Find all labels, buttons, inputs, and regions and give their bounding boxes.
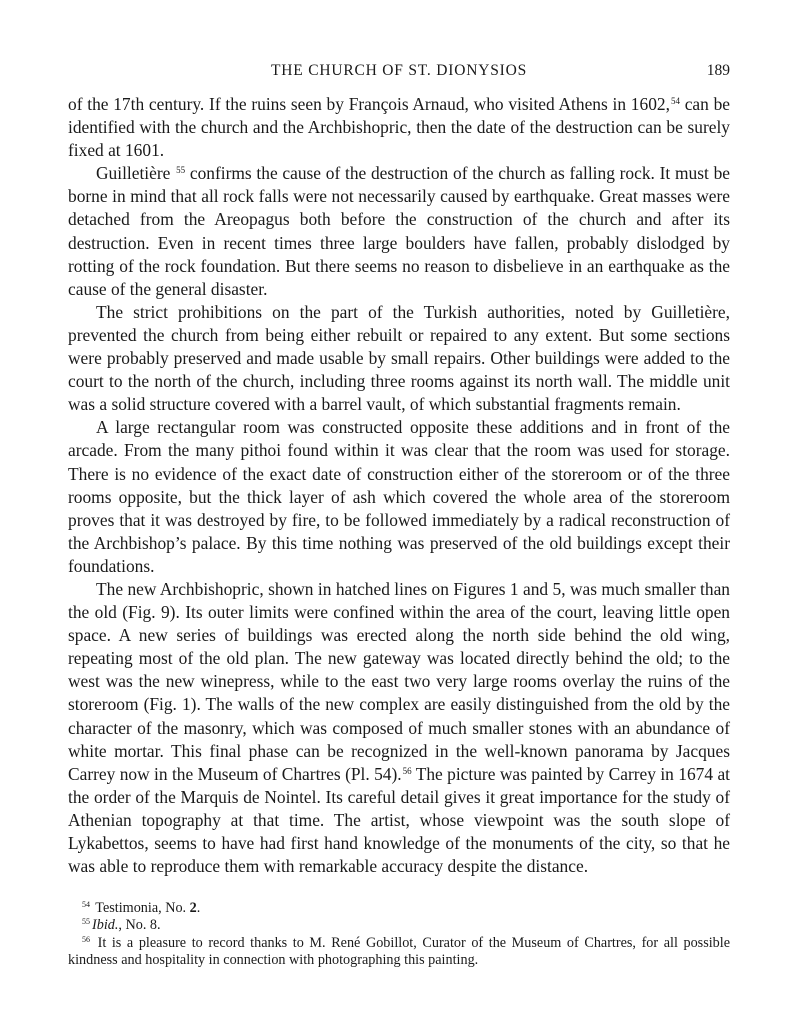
- body-text: [68, 93, 730, 878]
- page: [68, 60, 730, 969]
- footnote-bold-number: 2: [189, 900, 197, 917]
- page-number: 189: [706, 62, 730, 79]
- paragraph-5-text-b: The picture was painted by Carrey in 1674 at the order of the Marquis de Nointel. Its careful detail gives it great importance for the study of Athenian topography at that time. The artist, whose viewpoint was the south slope of Lykabettos, seems to have had first hand knowledge of the monuments of the city, so that he was able to reproduce them with remarkable accuracy despite the distance.: [68, 763, 730, 877]
- paragraph-5: [68, 578, 730, 878]
- paragraph-3: The strict prohibitions on the part of the Turkish authorities, noted by Guilletière, prevented the church from being either rebuilt or repaired to any extent. But some sections were probably preserved and made usable by small repairs. Other buildings were added to the court to the north of the church, including three rooms against its north wall. The middle unit was a solid structure covered with a barrel vault, of which substantial fragments remain.: [68, 301, 730, 415]
- paragraph-5-text-a: The new Archbishopric, shown in hatched lines on Figures 1 and 5, was much smaller than the old (Fig. 9). Its outer limits were confined within the area of the court, leaving little open space. A new series of buildings was erected along the north side behind the old wing, repeating most of the old plan. The new gateway was located directly behind the old; to the west was the new winepress, while to the east two very large rooms overlay the ruins of the storeroom (Fig. 1). The walls of the new complex are easily distinguished from the old by the character of the masonry, which was composed of much smaller stones with an abundance of white mortar. This final phase can be recognized in the well-known panorama by Jacques Carrey now in the Museum of Chartres (Pl. 54).: [68, 578, 730, 784]
- running-head-title: THE CHURCH OF ST. DIONYSIOS: [271, 62, 527, 79]
- footnote-ref-54: 54: [670, 96, 680, 106]
- paragraph-1-text-a: of the 17th century. If the ruins seen by François Arnaud, who visited Athens in 1602,: [68, 94, 670, 114]
- footnote-ref-56: 56: [402, 765, 412, 776]
- paragraph-1: [68, 93, 730, 162]
- paragraph-2: [68, 162, 730, 301]
- footnote-number: 56: [82, 934, 90, 944]
- footnote-text: , No. 8.: [118, 917, 161, 934]
- footnote-number: 54: [82, 900, 90, 910]
- footnote-56: [68, 935, 730, 969]
- footnote-55: [68, 917, 730, 934]
- footnote-number: 55: [82, 917, 90, 927]
- running-header: [68, 60, 730, 86]
- footnote-ref-55: 55: [176, 165, 186, 176]
- footnotes: [68, 900, 730, 969]
- paragraph-2-text-a: Guilletière: [96, 163, 176, 184]
- paragraph-2-text-b: confirms the cause of the destruction of the church as falling rock. It must be borne in mind that all rock falls were not necessarily caused by earthquake. Great masses were detached from the Areopagus both before the construction of the church and after its destruction. Even in recent times three large boulders have fallen, probably dislodged by rotting of the rock foundation. But there seems no reason to disbelieve in an earthquake as the cause of the general disaster.: [68, 163, 730, 299]
- footnote-italic: Ibid.: [92, 917, 119, 934]
- footnote-54: [68, 900, 730, 917]
- footnote-end: .: [196, 900, 201, 917]
- footnote-text: It is a pleasure to record thanks to M. René Gobillot, Curator of the Museum of Chartres, for all possible kindness and hospitality in connection with photographing this painting.: [68, 934, 730, 968]
- paragraph-1-text-b: can be identified with the church and the Archbishopric, then the date of the destruction can be surely fixed at 1601.: [68, 94, 730, 161]
- footnote-text: Testimonia, No.: [92, 900, 190, 917]
- paragraph-4: A large rectangular room was constructed opposite these additions and in front of the arcade. From the many pithoi found within it was clear that the room was used for storage. There is no evidence of the exact date of construction either of the storeroom or of the three rooms opposite, but the thick layer of ash which covered the whole area of the storeroom proves that it was destroyed by fire, to be followed immediately by a radical reconstruction of the Archbishop’s palace. By this time nothing was preserved of the old buildings except their foundations.: [68, 417, 730, 576]
